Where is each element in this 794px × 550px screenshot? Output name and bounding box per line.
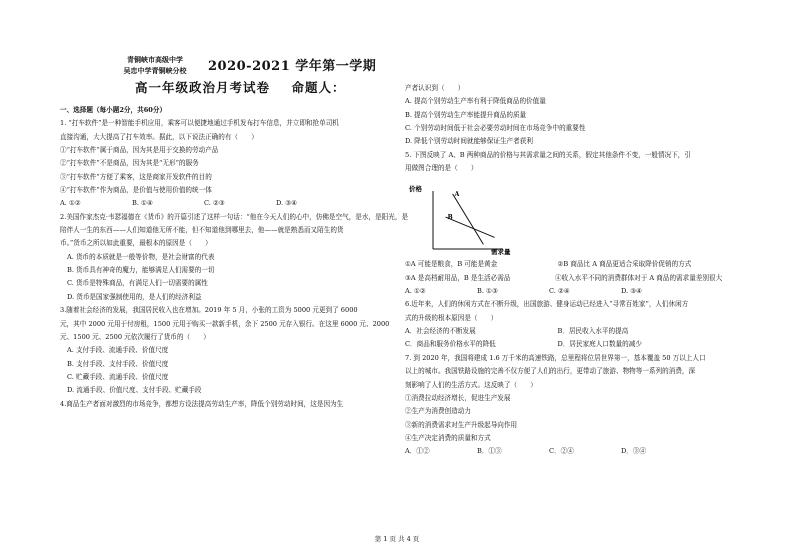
question-line: 用做图合理的是（ ） bbox=[405, 164, 478, 173]
series-line-b bbox=[446, 218, 495, 238]
option-text: C．商品和服务价格水平的降低 bbox=[405, 340, 496, 349]
question-line: 产者认识到（ ） bbox=[405, 84, 465, 92]
options-row bbox=[405, 325, 710, 338]
question-line: 2.美国作家杰克·韦瑟福德在《货币》的开篇引述了这样一句话：“他在今天人们的心中，仿佛是空气，是水，是阳光，是 bbox=[60, 212, 409, 221]
option-text: C．②④ bbox=[549, 447, 574, 456]
options-row bbox=[405, 258, 710, 271]
option-text: B. ①③ bbox=[477, 287, 498, 296]
question-line: 直接沟通，大大提高了打车效率。据此，以下说法正确的有（ ） bbox=[60, 132, 258, 141]
series-line-a bbox=[453, 194, 484, 244]
question-line: 式的升级的根本原因是（ ） bbox=[405, 313, 498, 322]
question-line: ④生产决定消费的质量和方式 bbox=[405, 433, 491, 442]
option-text: B．①③ bbox=[477, 447, 502, 456]
question-line: D. 货币是国家强制使用的，是人们的经济利益 bbox=[67, 292, 202, 301]
question-line: C. 贮藏手段、流通手段、价值尺度 bbox=[67, 372, 169, 381]
options-row bbox=[405, 338, 710, 351]
options-row bbox=[60, 197, 390, 210]
question-line: ③“打车软件”方便了乘客，这是商家开发软件的目的 bbox=[60, 172, 212, 181]
question-line: 6.近年来，人们的休闲方式在不断升级，出国旅游、健身运动已经进入“寻常百姓家”，人们休闲方 bbox=[405, 300, 689, 309]
exam-title bbox=[135, 78, 345, 96]
question-line: ③新的消费需求对生产升级起导向作用 bbox=[405, 420, 518, 429]
question-line: 7. 到 2020 年，我国将建成 1.6 万千米的高速铁路，总里程将位居世界第一，基本覆盖 50 万以上人口 bbox=[405, 353, 706, 362]
question-line: 陪伴人一生的东西——人们知道他无所不能，但不知道他到哪里去，他——就是熟悉而又陌生的货 bbox=[60, 226, 344, 235]
option-text: D. ③④ bbox=[621, 287, 643, 296]
question-line: B. 货币具有神奇的魔力，能够满足人们需要的一切 bbox=[67, 266, 215, 275]
price-demand-chart-svg bbox=[405, 177, 515, 255]
school-line-2: 吴忠中学青铜峡分校 bbox=[123, 66, 187, 75]
series-label-a: A bbox=[454, 191, 460, 199]
question-line: ①消费拉动经济增长，促进生产发展 bbox=[405, 393, 511, 402]
option-text: ④收入水平不同的消费群体对于 A 商品的需求量差别很大 bbox=[555, 273, 723, 282]
option-text: B．居民收入水平的提高 bbox=[557, 327, 629, 336]
question-line: D. 流通手段、价值尺度、支付手段、贮藏手段 bbox=[67, 386, 202, 395]
right-column bbox=[405, 82, 723, 459]
question-line: A. 支付手段、流通手段、价值尺度 bbox=[67, 346, 169, 355]
question-line: ④“打车软件”作为商品，是价值与使用价值的统一体 bbox=[60, 186, 212, 195]
right-column-top bbox=[405, 82, 710, 175]
question-line: A. 货币的本质就是一般等价物，是社会财富的代表 bbox=[67, 252, 215, 261]
question-line: ②生产为消费创造动力 bbox=[405, 407, 471, 416]
page-footer: 第 1 页 共 4 页 bbox=[374, 535, 420, 543]
option-text: C. ②④ bbox=[549, 287, 570, 296]
question-line: 3.随着社会经济的发展，我国居民收入也在增加。2019 年 5 月，小张的工资为 5000 元更到了 6000 bbox=[60, 306, 358, 315]
series-label-b: B bbox=[447, 214, 453, 222]
price-demand-chart bbox=[405, 177, 710, 255]
question-line: 元、1500 元、2500 元依次履行了货币的（ ） bbox=[60, 332, 210, 341]
option-text: ③A 是高档耐用品，B 是生活必需品 bbox=[405, 273, 511, 282]
question-line: 以上的城市。我国铁路设施的完善不仅方便了人们的出行，更带动了旅游、物物等一系列的消费，深 bbox=[405, 367, 696, 376]
option-text: A．①② bbox=[405, 447, 430, 456]
question-line: B. 提高个别劳动生产率能提升商品的质量 bbox=[405, 110, 527, 119]
term-title: 2020-2021 学年第一学期 bbox=[208, 59, 377, 74]
author-label: 命题人： bbox=[291, 80, 346, 95]
question-line: B. 支付手段、支付手段、价值尺度 bbox=[67, 359, 169, 368]
y-axis-label: 价格 bbox=[409, 185, 422, 194]
question-line: 刻影响了人们的生活方式。这反映了（ ） bbox=[405, 380, 537, 389]
question-line: 元，其中 2000 元用于付房租，1500 元用于购买一款新手机，余下 2500 元存入银行。在这里 6000 元、2000 bbox=[60, 319, 390, 328]
question-line: A. 提高个别劳动生产率有利于降低商品的价值量 bbox=[405, 97, 546, 106]
option-text: A. ①② bbox=[405, 287, 426, 296]
question-line: ①“打车软件”属于商品，因为其是用于交换的劳动产品 bbox=[60, 146, 219, 155]
option-text: ②B 商品比 A 商品更适合采取降价促销的方式 bbox=[557, 260, 692, 269]
options-row bbox=[405, 272, 723, 285]
question-line: 5. 下图反映了 A、B 两种商品的价格与其需求量之间的关系，假定其他条件不变，一般情况下，引 bbox=[405, 150, 691, 159]
options-row bbox=[405, 445, 710, 458]
right-column-bottom bbox=[405, 258, 723, 458]
option-text: D．居民家庭人口数量的减少 bbox=[557, 340, 642, 349]
exam-title-text: 高一年级政治月考试卷 bbox=[135, 80, 271, 95]
question-line: 1. “打车软件”是一种智能手机应用，乘客可以便捷地通过手机发布打车信息，并立即和抢单司机 bbox=[60, 119, 339, 128]
question-line: C. 个别劳动时间低于社会必要劳动时间在市场竞争中的重要性 bbox=[405, 124, 586, 133]
option-text: B. ①④ bbox=[132, 199, 153, 208]
question-line: ②“打车软件”不是商品，因为其是“无形”的服务 bbox=[60, 159, 199, 168]
school-name bbox=[100, 54, 210, 76]
option-text: ①A 可能是粮食，B 可能是黄金 bbox=[405, 260, 498, 269]
option-text: C. ②③ bbox=[204, 199, 225, 208]
question-line: 币。”货币之所以如此重要，最根本的原因是（ ） bbox=[60, 239, 212, 248]
question-line: C. 货币是特殊商品，有满足人们一切需要的属性 bbox=[67, 279, 208, 288]
option-text: D. ③④ bbox=[276, 199, 298, 208]
school-line-1: 青铜峡市高级中学 bbox=[127, 55, 183, 64]
section-heading: 一、选择题（每小题2分，共60分） bbox=[60, 106, 167, 114]
option-text: D．③④ bbox=[621, 447, 647, 456]
options-row bbox=[405, 285, 710, 298]
x-axis-label: 需求量 bbox=[491, 248, 511, 256]
option-text: A. ①② bbox=[60, 199, 81, 208]
option-text: A．社会经济的不断发展 bbox=[405, 327, 476, 336]
question-line: D. 降低个别劳动时间就能够保证生产者获利 bbox=[405, 137, 533, 146]
question-line: 4.商品生产者面对激烈的市场竞争，都想方设法提高劳动生产率，降低个别劳动时间，这是因为生 bbox=[60, 399, 344, 408]
left-column bbox=[60, 104, 409, 411]
